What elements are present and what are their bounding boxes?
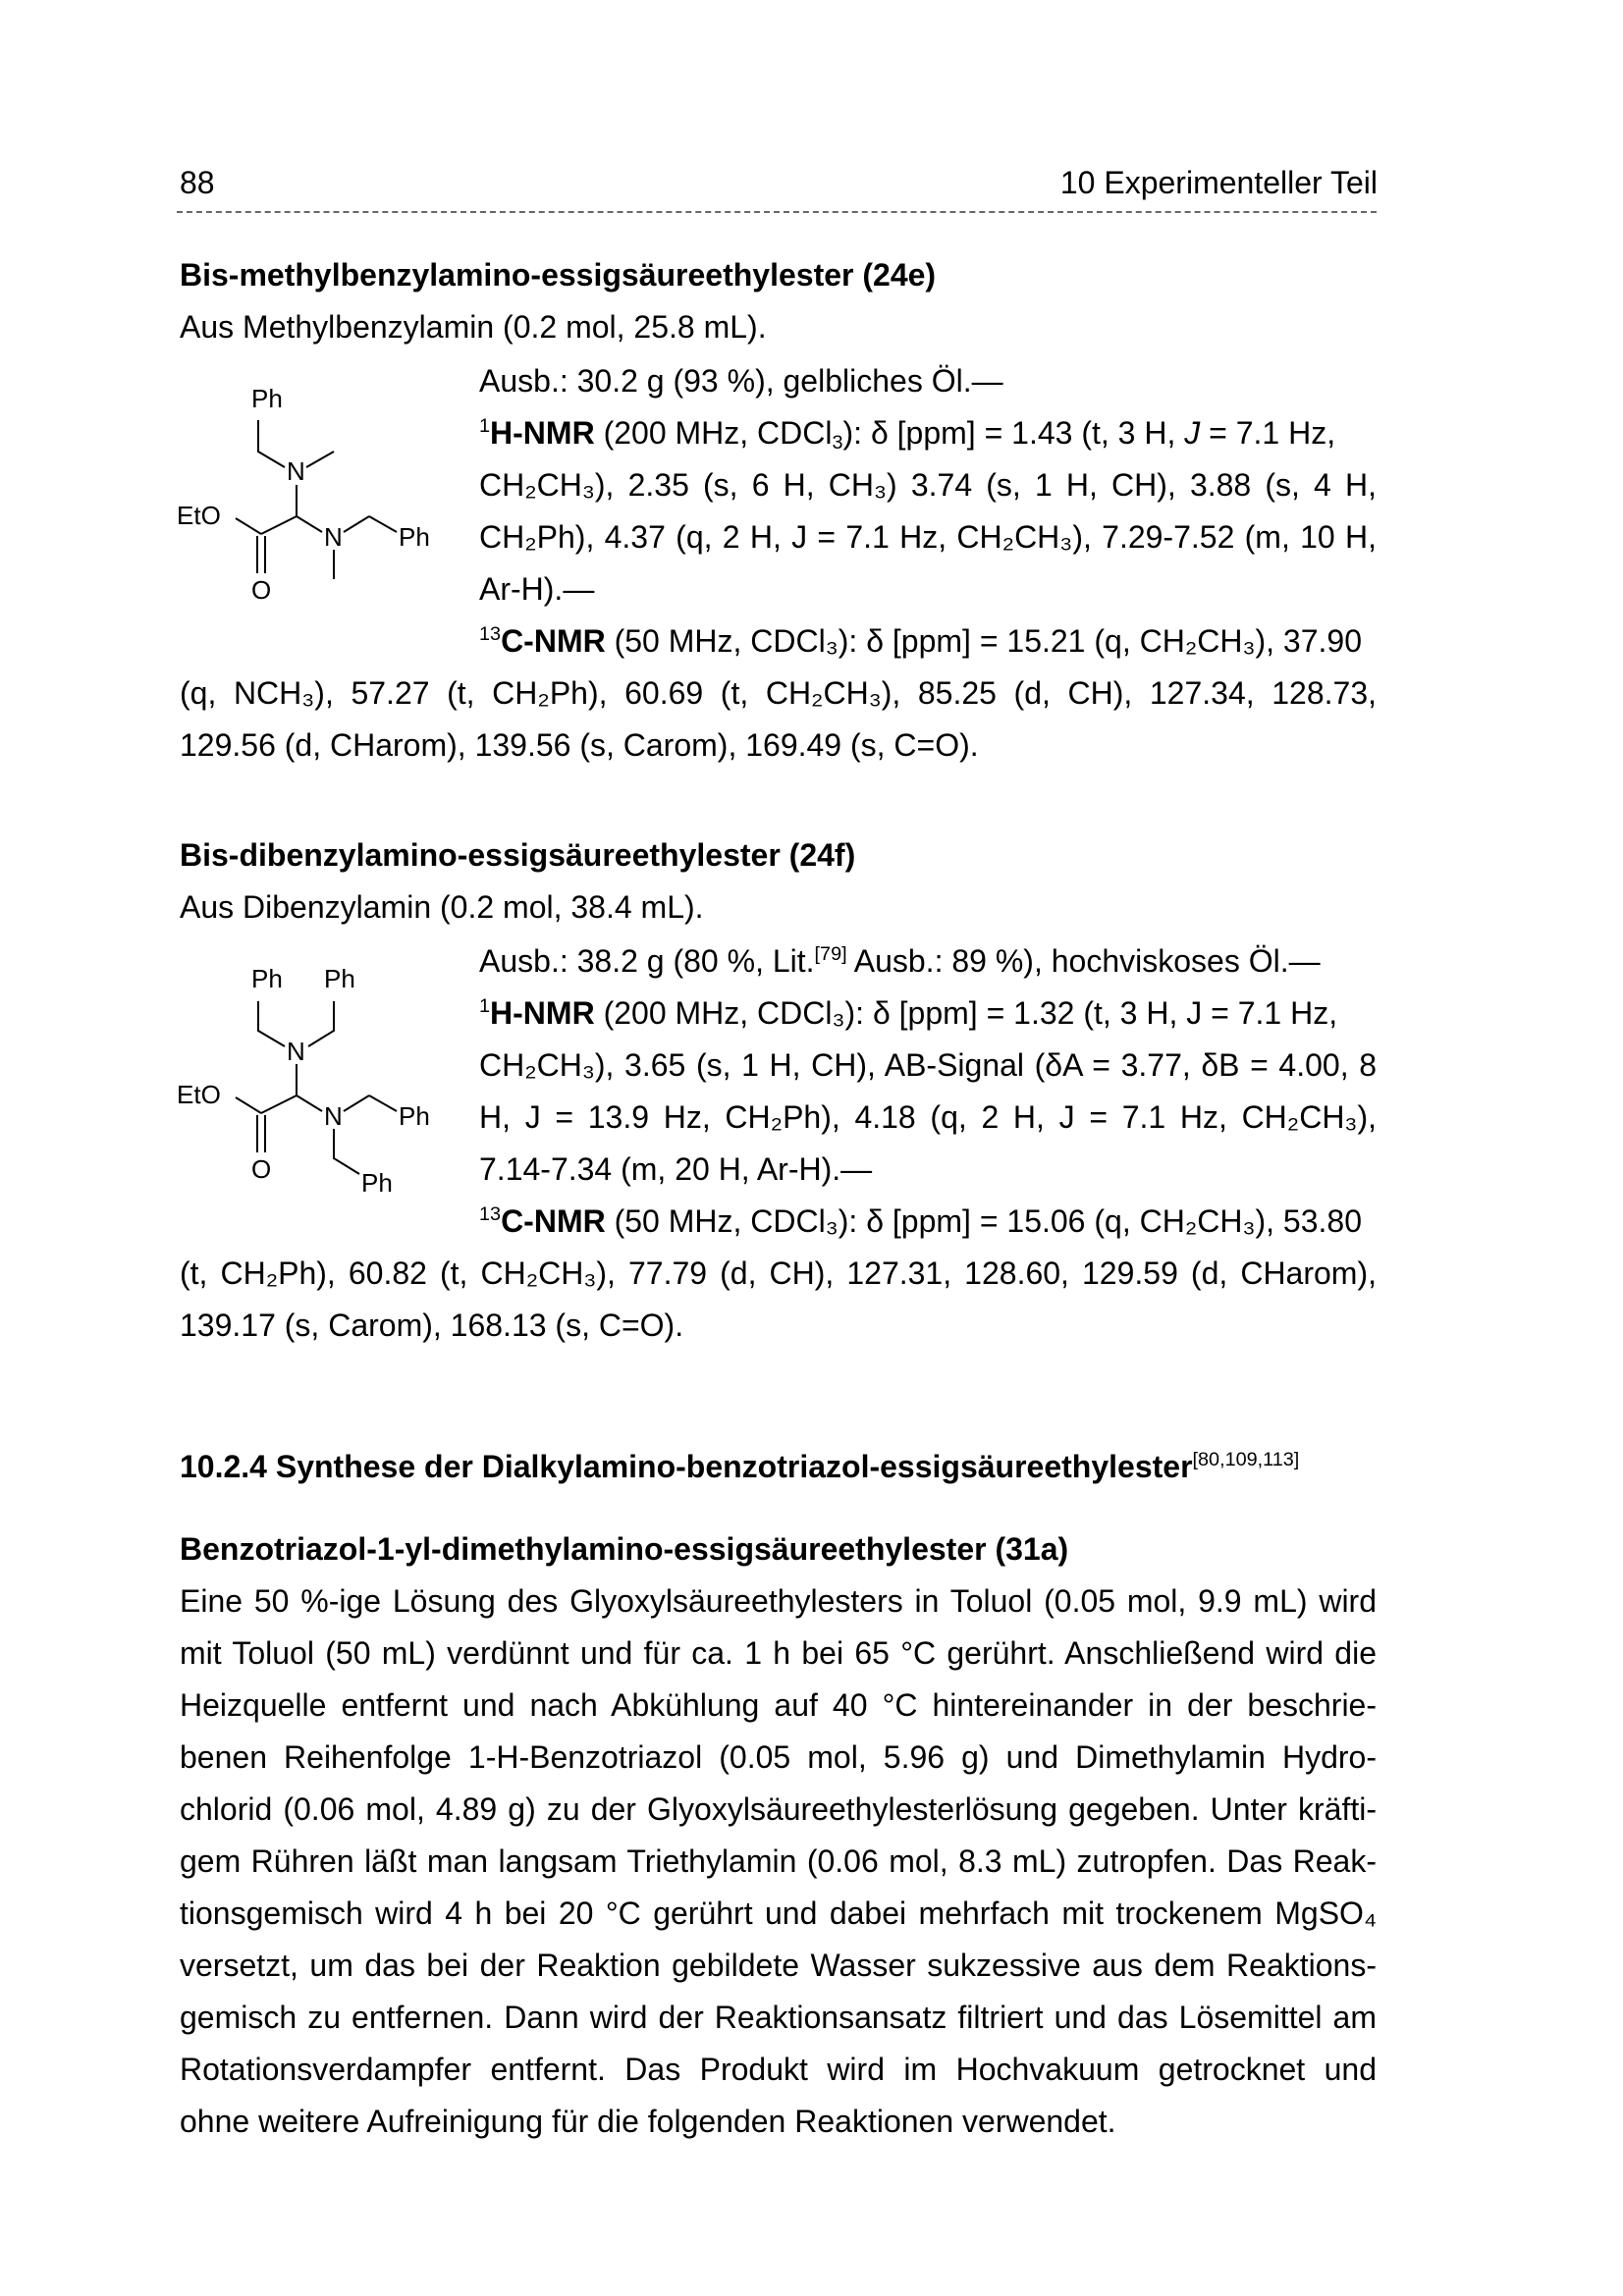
ph-label: Ph xyxy=(399,1101,430,1131)
ph-label: Ph xyxy=(251,964,283,993)
cnmr-line2-24e: (q, NCH₃), 57.27 (t, CH₂Ph), 60.69 (t, CH₂CH₃), 85.25 (d, CH), 127.34, 128.73, xyxy=(180,675,1377,711)
paragraph-line: ohne weitere Aufreinigung für die folgenden Reaktionen verwendet. xyxy=(180,2104,1116,2139)
cnmr-line1-24f xyxy=(479,1196,1377,1248)
n-label: N xyxy=(287,1037,305,1066)
hnmr-line4-24e: Ar-H).— xyxy=(479,571,595,607)
isotope-sup: 13 xyxy=(479,1203,502,1226)
n-label: N xyxy=(324,1101,343,1131)
cnmr-label: C-NMR xyxy=(501,623,606,659)
hnmr-line3-24e: CH₂Ph), 4.37 (q, 2 H, J = 7.1 Hz, CH₂CH₃), 7.29-7.52 (m, 10 H, xyxy=(479,519,1377,555)
bond xyxy=(261,516,297,534)
bond xyxy=(258,420,285,467)
cnmr-line3-24f: 139.17 (s, Carom), 168.13 (s, C=O). xyxy=(180,1308,684,1343)
cnmr-text: (50 MHz, CDCl₃): δ [ppm] = 15.06 (q, CH₂CH₃), 53.80 xyxy=(614,1203,1362,1239)
isotope-sup: 13 xyxy=(479,623,502,646)
bond xyxy=(236,518,261,534)
o-label: O xyxy=(251,575,272,605)
hnmr-label: H-NMR xyxy=(490,995,595,1031)
source-24f: Aus Dibenzylamin (0.2 mol, 38.4 mL). xyxy=(180,889,704,925)
cnmr-text: (50 MHz, CDCl₃): δ [ppm] = 15.21 (q, CH₂CH₃), 37.90 xyxy=(614,623,1362,659)
source-24e: Aus Methylbenzylamin (0.2 mol, 25.8 mL). xyxy=(180,309,767,345)
citation: [80,109,113] xyxy=(1192,1449,1300,1471)
yield-24f xyxy=(479,935,1321,988)
page-number: 88 xyxy=(180,165,215,200)
paragraph-line: gemisch zu entfernen. Dann wird der Reaktionsansatz filtriert und das Lösemittel am xyxy=(180,2000,1377,2035)
ph-label: Ph xyxy=(399,522,430,552)
ph-label: Ph xyxy=(251,384,283,413)
coupling-j: J xyxy=(1184,415,1201,451)
compound-title-24e: Bis-methylbenzylamino-essigsäureethylester (24e) xyxy=(180,257,937,293)
citation: [79] xyxy=(814,943,847,966)
paragraph-line: gem Rühren läßt man langsam Triethylamin (0.06 mol, 8.3 mL) zutropfen. Das Reak- xyxy=(180,1843,1377,1879)
bond xyxy=(369,516,397,532)
yield-24e: Ausb.: 30.2 g (93 %), gelbliches Öl.— xyxy=(479,363,1003,399)
hnmr-text: ): δ [ppm] = 1.43 (t, 3 H, xyxy=(842,415,1185,451)
o-label: O xyxy=(251,1154,272,1184)
bond xyxy=(334,1129,359,1174)
chapter-title: 10 Experimenteller Teil xyxy=(1059,165,1378,200)
hnmr-line2-24e: CH₂CH₃), 2.35 (s, 6 H, CH₃) 3.74 (s, 1 H, CH), 3.88 (s, 4 H, xyxy=(479,467,1377,503)
n-label: N xyxy=(287,456,305,486)
paragraph-line: chlorid (0.06 mol, 4.89 g) zu der Glyoxylsäureethylesterlösung gegeben. Unter kräfti- xyxy=(180,1791,1377,1827)
hnmr-line1-24f xyxy=(479,988,1377,1040)
eto-label: EtO xyxy=(177,1080,221,1109)
hnmr-text: (200 MHz, CDCl xyxy=(603,415,833,451)
isotope-sup: 1 xyxy=(479,995,491,1018)
header-rule xyxy=(177,211,1377,213)
hnmr-text: (200 MHz, CDCl₃): δ [ppm] = 1.32 (t, 3 H, J = 7.1 Hz, xyxy=(603,995,1338,1031)
hnmr-line2-24f: CH₂CH₃), 3.65 (s, 1 H, CH), AB-Signal (δA = 3.77, δB = 4.00, 8 xyxy=(479,1047,1377,1083)
cnmr-line3-24e: 129.56 (d, CHarom), 139.56 (s, Carom), 169.49 (s, C=O). xyxy=(180,727,979,763)
hnmr-text: = 7.1 Hz, xyxy=(1200,415,1336,451)
procedure-paragraph xyxy=(180,1575,1377,2148)
paragraph-line: benen Reihenfolge 1-H-Benzotriazol (0.05 mol, 5.96 g) und Dimethylamin Hydro- xyxy=(180,1739,1377,1775)
paragraph-line: tionsgemisch wird 4 h bei 20 °C gerührt und dabei mehrfach mit trockenem MgSO₄ xyxy=(180,1896,1377,1931)
hnmr-line3-24f: H, J = 13.9 Hz, CH₂Ph), 4.18 (q, 2 H, J = 7.1 Hz, CH₂CH₃), xyxy=(479,1099,1377,1135)
cnmr-line2-24f: (t, CH₂Ph), 60.82 (t, CH₂CH₃), 77.79 (d, CH), 127.31, 128.60, 129.59 (d, CHarom), xyxy=(180,1255,1377,1291)
ph-label: Ph xyxy=(361,1168,393,1198)
cnmr-line1-24e xyxy=(479,615,1377,667)
bond xyxy=(306,452,334,467)
hnmr-label: H-NMR xyxy=(490,415,595,451)
paragraph-line: Rotationsverdampfer entfernt. Das Produkt wird im Hochvakuum getrocknet und xyxy=(180,2052,1377,2087)
yield-text: Ausb.: 38.2 g (80 %, Lit. xyxy=(479,943,815,979)
paragraph-line: mit Toluol (50 mL) verdünnt und für ca. 1 h bei 65 °C gerührt. Anschließend wird die xyxy=(180,1635,1377,1671)
bond xyxy=(236,1097,261,1113)
hnmr-line1-24e: $^1$H-NMR (200 MHz, CDCl$_3$): δ [ppm] = 1.43 (t, 3 H, J = 7.1 Hz, xyxy=(479,415,1336,454)
cnmr-label: C-NMR xyxy=(501,1203,606,1239)
paragraph-line: versetzt, um das bei der Reaktion gebildete Wasser sukzessive aus dem Reaktions- xyxy=(180,1948,1377,1983)
bond xyxy=(258,1001,285,1046)
paragraph-line: Heizquelle entfernt und nach Abkühlung auf 40 °C hintereinander in der beschrie- xyxy=(180,1687,1377,1723)
structure-24f xyxy=(177,962,461,1217)
compound-title-31a: Benzotriazol-1-yl-dimethylamino-essigsäureethylester (31a) xyxy=(180,1531,1069,1567)
section-heading-10-2-4 xyxy=(180,1441,1299,1493)
bond xyxy=(261,1095,297,1113)
paragraph-line: Eine 50 %-ige Lösung des Glyoxylsäureethylesters in Toluol (0.05 mol, 9.9 mL) wird xyxy=(180,1583,1377,1619)
eto-label: EtO xyxy=(177,501,221,530)
isotope-sup: 1 xyxy=(479,415,491,438)
section-heading-text: 10.2.4 Synthese der Dialkylamino-benzotriazol-essigsäureethylester xyxy=(180,1449,1193,1484)
compound-title-24f: Bis-dibenzylamino-essigsäureethylester (24f) xyxy=(180,837,856,873)
n-label: N xyxy=(324,522,343,552)
bond xyxy=(297,516,322,532)
structure-24e xyxy=(177,383,452,638)
bond xyxy=(369,1095,397,1111)
bond xyxy=(308,1001,334,1046)
bond xyxy=(297,1095,322,1111)
bond xyxy=(344,516,369,532)
hnmr-line4-24f: 7.14-7.34 (m, 20 H, Ar-H).— xyxy=(479,1151,873,1187)
yield-text: Ausb.: 89 %), hochviskoses Öl.— xyxy=(846,943,1321,979)
bond xyxy=(344,1095,369,1111)
ph-label: Ph xyxy=(324,964,355,993)
